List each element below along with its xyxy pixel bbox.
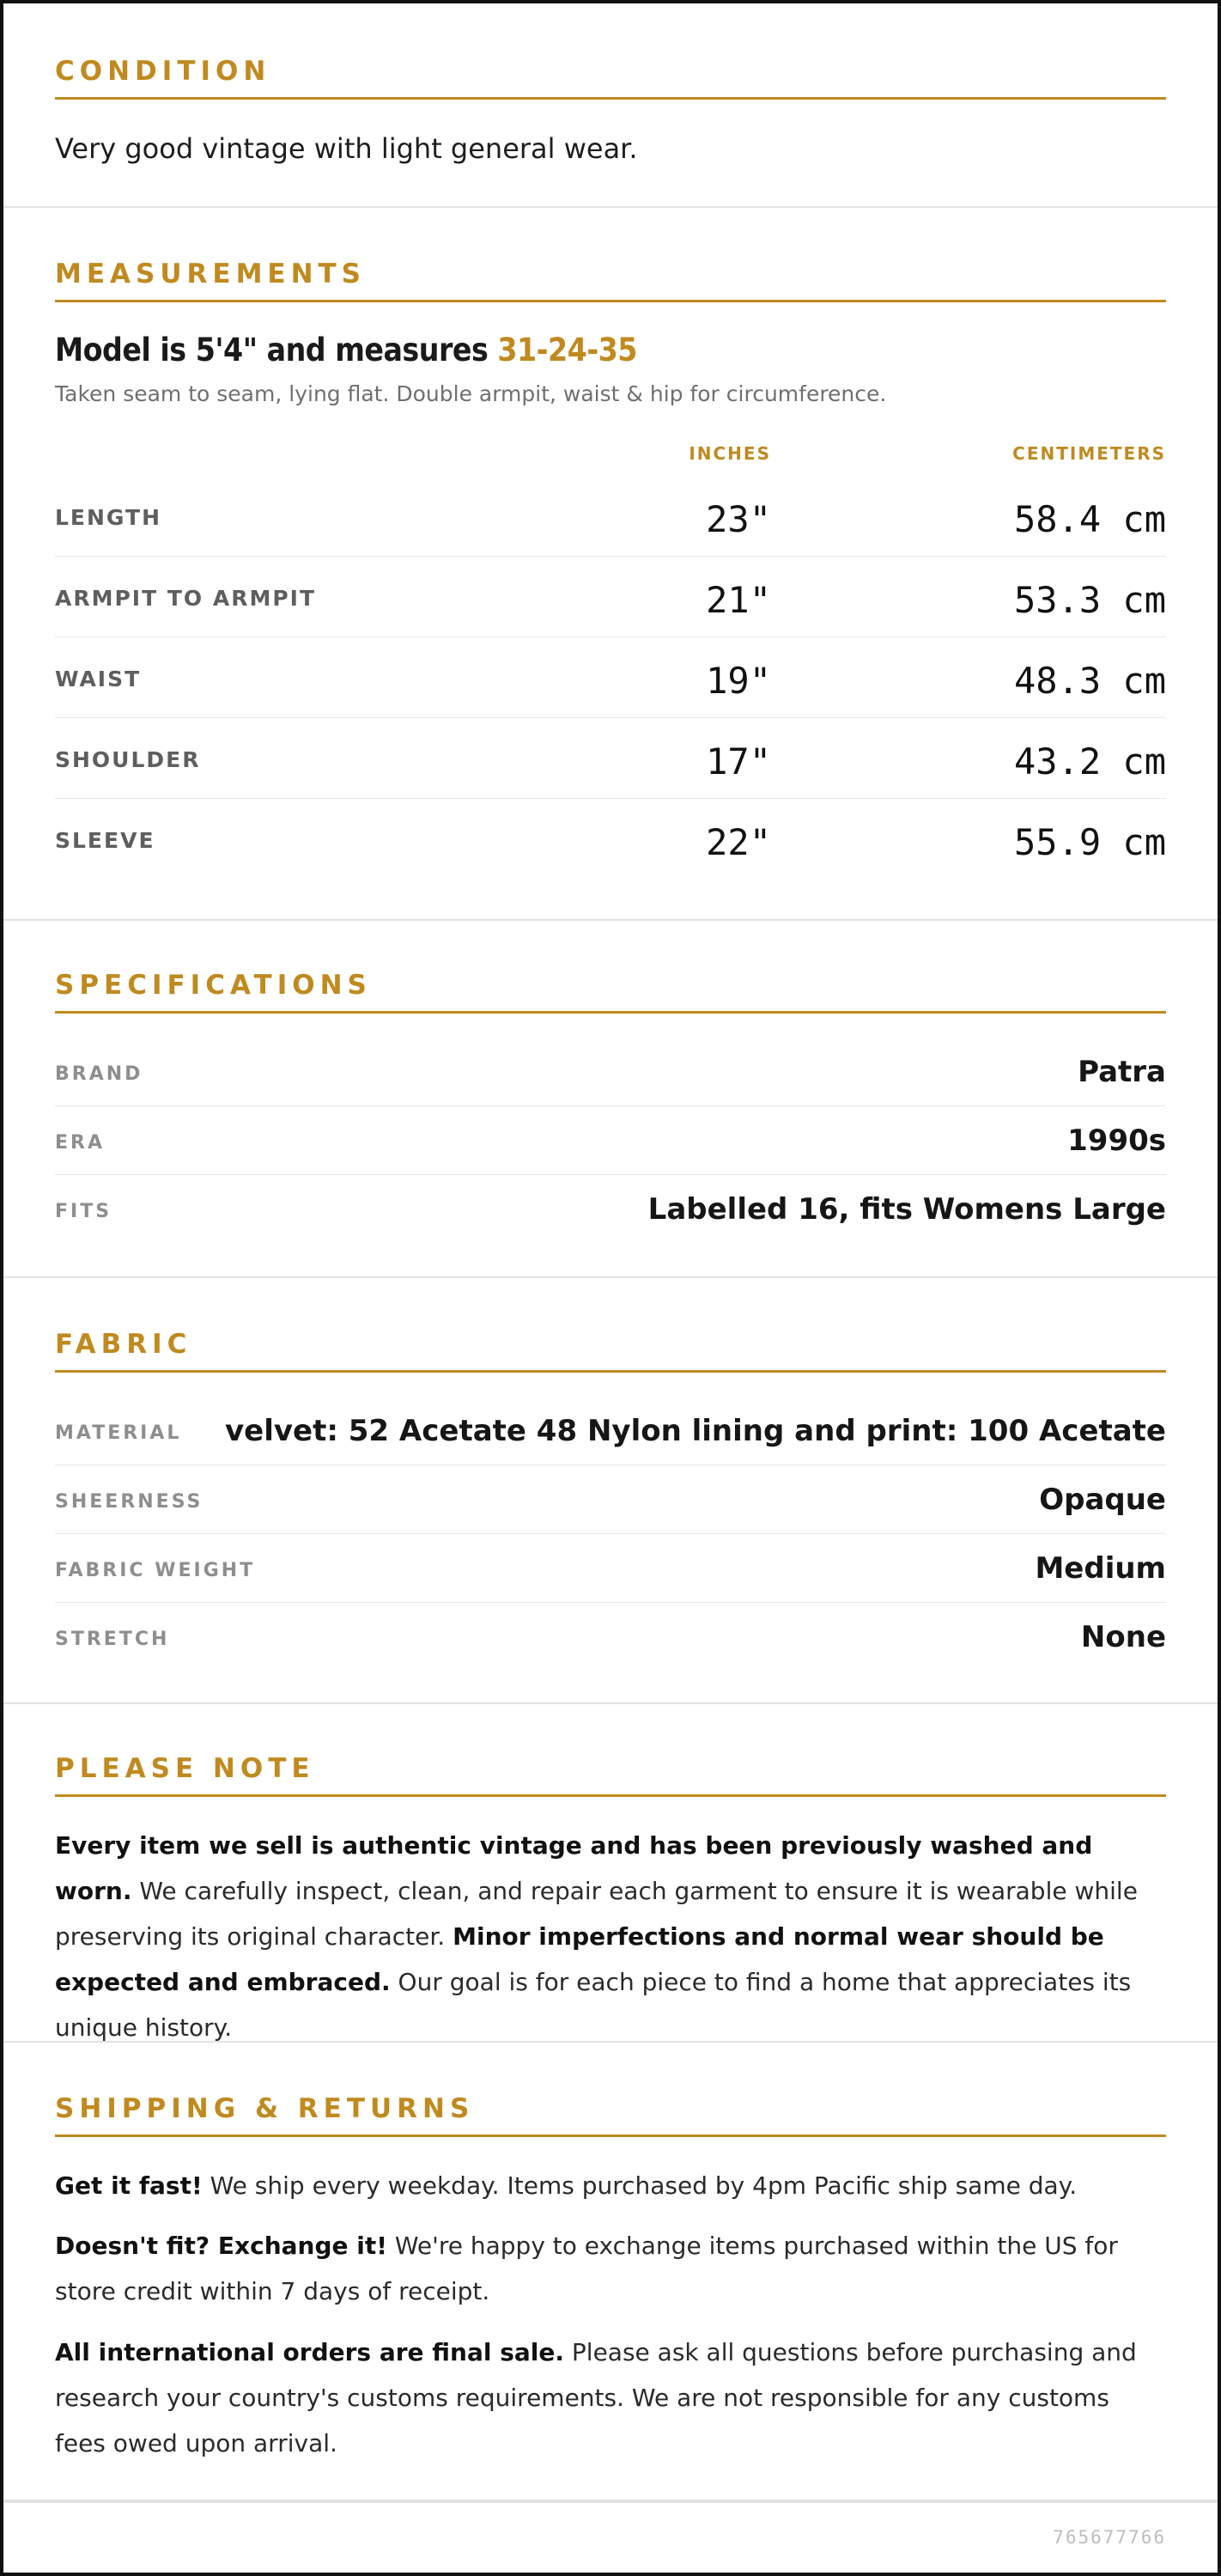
please-note-heading [55,1704,1166,1797]
spec-label: FITS [55,1201,112,1222]
measurement-row-shoulder [55,718,1166,799]
specifications-section [3,921,1218,1278]
shipping-paragraph-2 [55,2223,1166,2314]
fabric-heading [55,1278,1166,1373]
fabric-section [3,1278,1218,1704]
measurement-row-waist [55,637,1166,718]
measurement-cm: 58.4 cm [1013,498,1166,540]
fabric-label: FABRIC WEIGHT [55,1560,256,1581]
condition-heading-text: CONDITION [55,56,271,87]
specifications-heading-text: SPECIFICATIONS [55,970,372,1001]
measurement-label: LENGTH [55,505,161,530]
model-line [55,332,637,368]
measurement-label: SHOULDER [55,747,201,772]
please-note-text-2: Our goal is for each piece to find a home that appreciates its unique history. [55,1968,1132,2042]
column-header-inches: INCHES [689,443,771,464]
measurement-note: Taken seam to seam, lying flat. Double armpit, waist & hip for circumference. [55,381,887,406]
shipping-paragraph-1 [55,2163,1166,2208]
shipping-bold-2: Doesn't fit? Exchange it! [55,2232,387,2260]
model-measures: 31-24-35 [497,332,637,368]
fabric-value: Opaque [1039,1483,1166,1517]
please-note-section [3,1704,1218,2043]
spec-label: ERA [55,1132,105,1154]
shipping-paragraph-3 [55,2329,1166,2466]
condition-section [3,3,1218,208]
measurement-label: SLEEVE [55,828,155,853]
measurement-cm: 48.3 cm [1013,660,1166,702]
column-header-centimeters: CENTIMETERS [1012,443,1166,464]
measurement-cm: 43.2 cm [1013,740,1166,783]
please-note-bold-2: Minor imperfections and normal wear should be expected and embraced. [55,1922,1104,1996]
spec-row-fits [55,1175,1166,1244]
fabric-label: SHEERNESS [55,1491,204,1513]
fabric-row-sheerness [55,1465,1166,1534]
spec-value: 1990s [1067,1124,1166,1158]
please-note-bold-1: Every item we sell is authentic vintage and has been previously washed and worn. [55,1831,1093,1905]
measurement-cm: 55.9 cm [1013,821,1166,863]
condition-heading [55,3,1166,100]
measurement-cm: 53.3 cm [1013,579,1166,621]
shipping-heading [55,2043,1166,2137]
specifications-heading [55,921,1166,1014]
fabric-row-material [55,1397,1166,1465]
measurements-heading-text: MEASUREMENTS [55,259,367,289]
model-prefix: Model is 5'4" and measures [55,332,498,368]
measurements-section [3,208,1218,921]
fabric-row-weight [55,1534,1166,1603]
spec-label: BRAND [55,1063,143,1085]
fabric-label: STRETCH [55,1629,170,1650]
measurement-inches: 21" [706,579,771,621]
measurement-inches: 22" [706,821,771,863]
shipping-text-2: We're happy to exchange items purchased within the US for store credit within 7 days of receipt. [55,2232,1118,2305]
fabric-value: velvet: 52 Acetate 48 Nylon lining and print: 100 Acetate [224,1414,1166,1448]
measurement-inches: 17" [706,740,771,783]
shipping-bold-3: All international orders are final sale. [55,2338,565,2366]
measurement-inches: 19" [706,660,771,702]
measurements-heading [55,208,1166,302]
measurement-label: ARMPIT TO ARMPIT [55,586,317,611]
measurement-row-armpit [55,557,1166,637]
shipping-text-1: We ship every weekday. Items purchased by 4pm Pacific ship same day. [202,2171,1078,2200]
spec-value: Patra [1078,1055,1166,1089]
fabric-label: MATERIAL [55,1422,182,1444]
fabric-value: Medium [1035,1551,1166,1586]
product-id: 765677766 [1053,2527,1166,2548]
footer-divider [3,2501,1218,2503]
measurement-inches: 23" [706,498,771,540]
measurement-row-sleeve [55,799,1166,880]
measurement-label: WAIST [55,667,142,691]
fabric-value: None [1080,1620,1166,1654]
shipping-text-3: Please ask all questions before purchasing and research your country's customs requirements. We are not responsible for any customs fees owed upon arrival. [55,2338,1137,2457]
please-note-text [55,1823,1166,2050]
shipping-heading-text: SHIPPING & RETURNS [55,2093,475,2124]
spec-row-era [55,1106,1166,1175]
shipping-bold-1: Get it fast! [55,2171,203,2200]
shipping-section [3,2043,1218,2501]
spec-value: Labelled 16, fits Womens Large [647,1192,1166,1227]
please-note-text-1: We carefully inspect, clean, and repair each garment to ensure it is wearable while preserving its original character. [55,1877,1138,1951]
fabric-heading-text: FABRIC [55,1329,192,1360]
spec-row-brand [55,1038,1166,1106]
please-note-heading-text: PLEASE NOTE [55,1753,315,1784]
fabric-row-stretch [55,1603,1166,1672]
condition-text: Very good vintage with light general wear. [55,132,638,165]
measurement-row-length [55,476,1166,557]
